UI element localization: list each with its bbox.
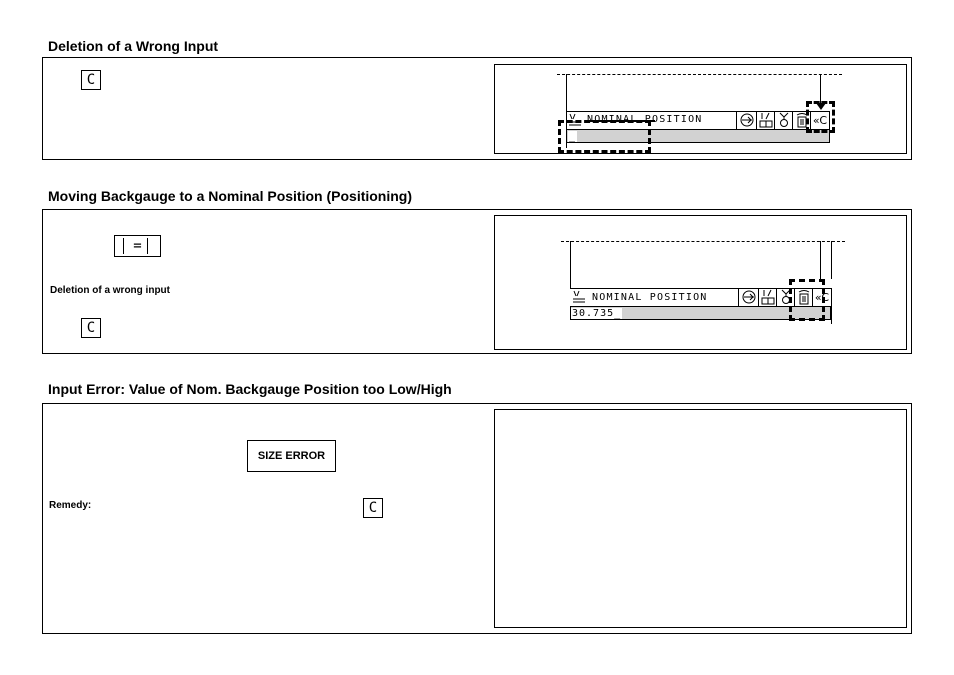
clear-key[interactable]: C: [81, 318, 101, 338]
size-error-message: SIZE ERROR: [247, 440, 336, 472]
section1-panel: [42, 57, 912, 160]
section1-heading: Deletion of a Wrong Input: [48, 38, 219, 54]
enter-key-label: =: [133, 238, 142, 254]
highlight-input: [558, 120, 651, 153]
enter-key[interactable]: [114, 235, 161, 257]
clear-icon: «C: [810, 111, 830, 129]
section3-panel: [42, 403, 912, 634]
clear-icon: «C: [812, 288, 831, 306]
remedy-label: Remedy:: [49, 500, 92, 511]
input-value: 30.735_: [572, 308, 622, 319]
section2-heading: Moving Backgauge to a Nominal Position (Positioning): [48, 188, 413, 204]
screen-mockup-3: [494, 409, 907, 628]
cut-icon: [738, 288, 758, 306]
program-icon: [758, 288, 776, 306]
gauge-icon: [570, 288, 588, 306]
program-icon: [756, 111, 774, 129]
section3-heading: Input Error: Value of Nom. Backgauge Position too Low/High: [48, 381, 452, 397]
highlight-clear-icon: [806, 101, 835, 133]
section2-panel: [42, 209, 912, 354]
clamp-icon: [774, 111, 792, 129]
cut-icon: [736, 111, 756, 129]
clear-key[interactable]: C: [363, 498, 383, 518]
screen-mockup-2: [494, 215, 907, 350]
screen-title: NOMINAL POSITION: [587, 114, 703, 125]
sub-label: Deletion of a wrong input: [50, 285, 170, 296]
screen-title: NOMINAL POSITION: [592, 292, 708, 303]
highlight-memory-icon: [789, 279, 825, 321]
screen-mockup-1: [494, 64, 907, 154]
clear-key[interactable]: C: [81, 70, 101, 90]
input-cursor: _: [569, 131, 577, 142]
